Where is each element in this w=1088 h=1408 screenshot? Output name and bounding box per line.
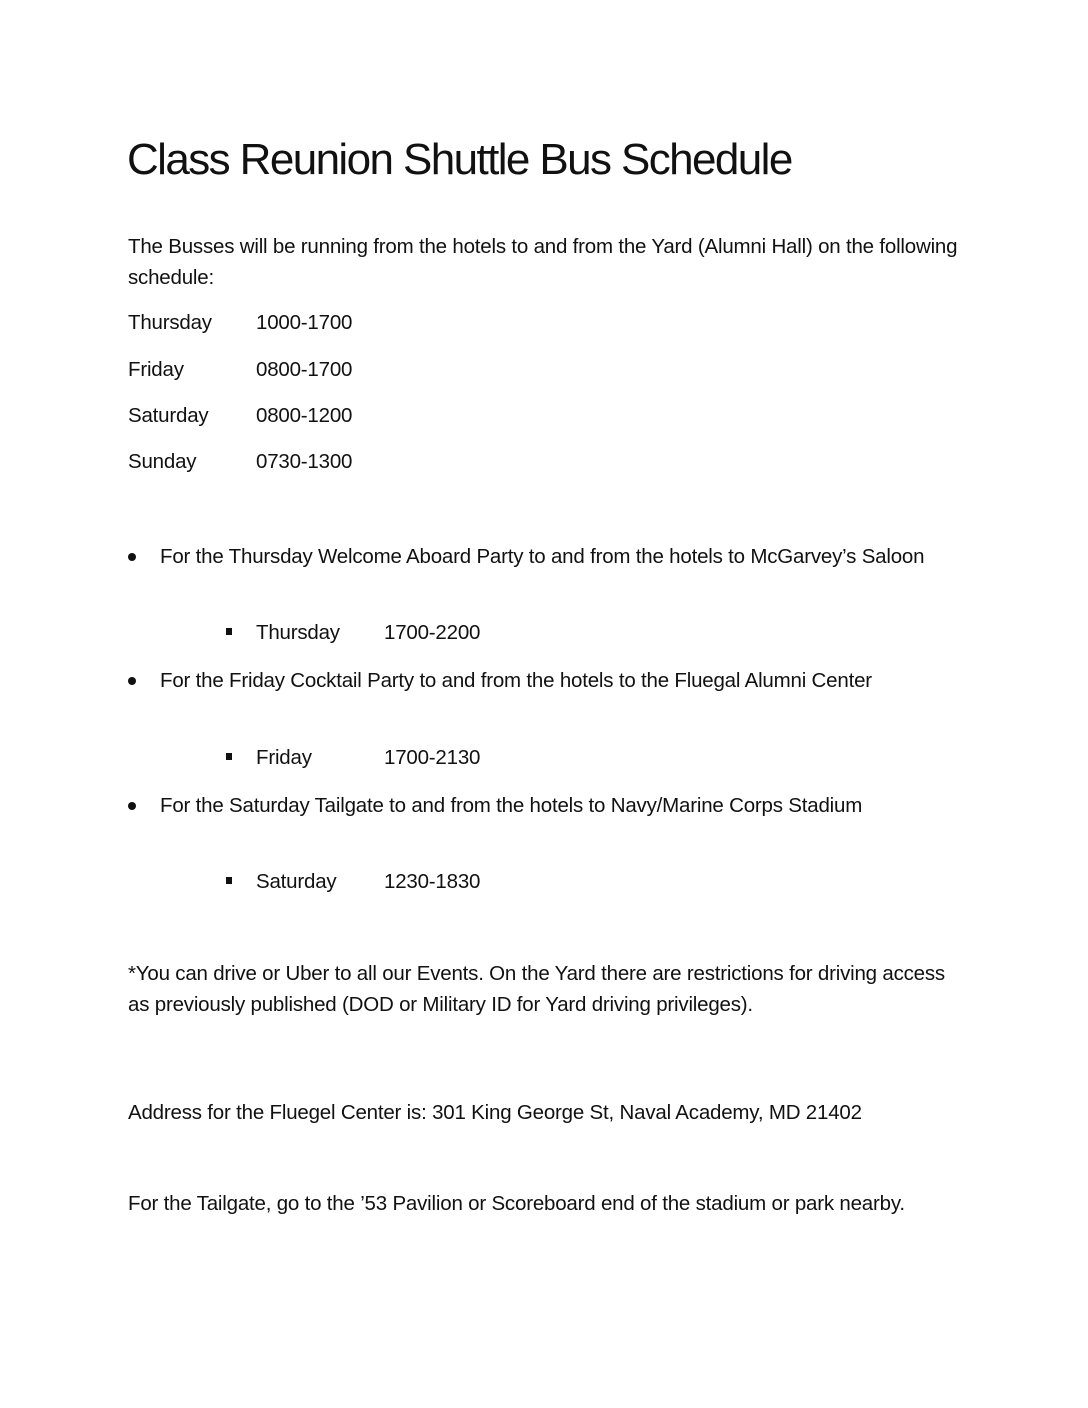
event-time: 1700-2200 [384,621,481,644]
event-description: For the Friday Cocktail Party to and from the hotels to the Fluegal Alumni Center [160,669,872,692]
schedule-time: 0800-1700 [256,358,353,381]
event-description: For the Saturday Tailgate to and from the hotels to Navy/Marine Corps Stadium [160,794,863,817]
event-description: For the Thursday Welcome Aboard Party to and from the hotels to McGarvey’s Saloon [160,545,925,568]
square-bullet-icon [226,753,232,760]
page-title: Class Reunion Shuttle Bus Schedule [127,135,792,184]
schedule-day: Friday [128,358,184,381]
square-bullet-icon [226,628,232,635]
schedule-time: 1000-1700 [256,311,353,334]
schedule-time: 0730-1300 [256,450,353,473]
schedule-row [128,307,352,338]
event-time: 1230-1830 [384,870,481,893]
event-day: Friday [256,746,312,769]
schedule-row [128,446,352,477]
driving-note: *You can drive or Uber to all our Events. On the Yard there are restrictions for driving access as previously published (DOD or Military ID for Yard driving privileges). [128,962,945,1016]
tailgate-note: For the Tailgate, go to the ’53 Pavilion or Scoreboard end of the stadium or park nearby. [128,1192,905,1215]
square-bullet-icon [226,877,232,884]
bullet-icon [128,553,136,561]
event-time: 1700-2130 [384,746,481,769]
bullet-icon [128,802,136,810]
event-day: Saturday [256,870,337,893]
schedule-day: Saturday [128,404,209,427]
schedule-day: Sunday [128,450,197,473]
address-line: Address for the Fluegel Center is: 301 King George St, Naval Academy, MD 21402 [128,1101,862,1124]
schedule-day: Thursday [128,311,212,334]
event-day: Thursday [256,621,340,644]
schedule-time: 0800-1200 [256,404,353,427]
schedule-row [128,354,352,385]
schedule-row [128,400,352,431]
bullet-icon [128,677,136,685]
intro-paragraph: The Busses will be running from the hotels to and from the Yard (Alumni Hall) on the following schedule: [128,235,958,289]
